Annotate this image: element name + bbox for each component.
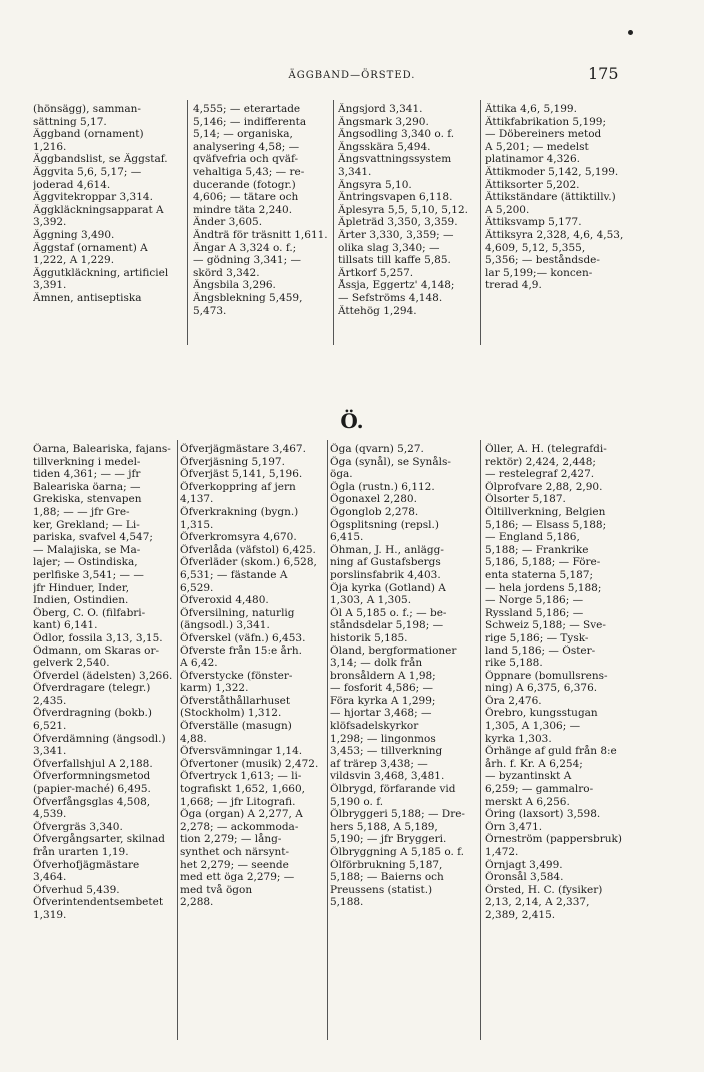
index-line: tion 2,279; — lång-: [180, 833, 282, 846]
index-line: öga.: [330, 468, 353, 481]
index-line: med två ögon: [180, 883, 253, 896]
index-line: 2,288.: [180, 896, 214, 909]
top-column-1: [33, 103, 173, 305]
index-line: merskt A 6,256.: [485, 795, 570, 808]
index-line: Örneström (pappersbruk): [485, 833, 622, 846]
bottom-column-4: [485, 443, 633, 922]
section-letter: Ö.: [340, 409, 364, 433]
index-line: rektör) 2,424, 2,448;: [485, 455, 596, 468]
index-line: Öfvertoner (musik) 2,472.: [180, 757, 319, 770]
index-line: 4,609, 5,12, 5,355,: [485, 241, 586, 254]
index-line: Ättehög 1,294.: [338, 304, 417, 317]
index-line: skörd 3,342.: [193, 266, 260, 279]
index-line: 5,473.: [193, 304, 227, 317]
index-line: (ängsodl.) 3,341.: [180, 619, 270, 632]
index-line: pariska, svafvel 4,547;: [33, 531, 153, 544]
index-line: olika slag 3,340; —: [338, 241, 440, 254]
index-line: Ärter 3,330, 3,359; —: [338, 228, 454, 241]
index-line: Ögla (rustn.) 6,112.: [330, 480, 435, 493]
index-line: Äggvitekroppar 3,314.: [33, 191, 153, 204]
index-line: land 5,186; — Öster-: [485, 644, 596, 657]
index-line: Örsted, H. C. (fysiker): [485, 883, 603, 896]
index-line: 2,13, 2,14, A 2,337,: [485, 896, 590, 909]
index-line: vildsvin 3,468, 3,481.: [330, 770, 445, 783]
index-line: Ättiksyra 2,328, 4,6, 4,53,: [485, 228, 624, 241]
index-line: Öfverläder (skom.) 6,528,: [180, 556, 317, 569]
index-line: enta staterna 5,187;: [485, 568, 594, 581]
index-line: Öfvergräs 3,340.: [33, 820, 123, 833]
index-line: Öfverfångsglas 4,508,: [33, 795, 151, 808]
index-line: Öga (organ) A 2,277, A: [180, 808, 303, 821]
index-line: Preussens (statist.): [330, 883, 433, 896]
index-line: Öfverjäsning 5,197.: [180, 455, 285, 468]
index-line: 1,222, A 1,229.: [33, 254, 115, 267]
index-line: Öltillverkning, Belgien: [485, 505, 606, 518]
index-line: gelverk 2,540.: [33, 657, 110, 670]
index-line: Indien, Ostindien.: [33, 594, 129, 607]
index-line: Öfveroxid 4,480.: [180, 594, 269, 607]
index-line: Öja kyrka (Gotland) A: [330, 581, 446, 594]
index-line: Öfverställe (masugn): [180, 720, 292, 733]
index-line: 5,356; — beståndsde-: [485, 254, 600, 267]
index-line: Ängsjord 3,341.: [338, 103, 423, 115]
index-line: 3,464.: [33, 871, 67, 884]
index-line: perlfiske 3,541; — —: [33, 568, 144, 581]
index-line: Öfverfallshjul A 2,188.: [33, 757, 153, 770]
index-line: Öfverdel (ädelsten) 3,266.: [33, 669, 173, 682]
index-line: 4,137.: [180, 493, 214, 506]
column-rule: [327, 440, 328, 1040]
index-line: 3,391.: [33, 279, 67, 292]
index-line: 4,555; — eterartade: [193, 103, 301, 115]
index-line: klöfsadelskyrkor: [330, 720, 419, 733]
index-line: 1,298; — lingonmos: [330, 732, 436, 745]
index-line: joderad 4,614.: [33, 178, 111, 191]
index-line: het 2,279; — seende: [180, 858, 289, 871]
index-line: Örn 3,471.: [485, 820, 543, 833]
index-line: ker, Grekland; — Li-: [33, 518, 140, 531]
index-line: 4,88.: [180, 732, 207, 745]
index-line: karm) 1,322.: [180, 682, 249, 695]
index-line: Ögsplitsning (repsl.): [330, 518, 439, 531]
index-line: rige 5,186; — Tysk-: [485, 631, 589, 644]
index-line: trerad 4,9.: [485, 279, 542, 292]
index-line: 1,303, A 1,305.: [330, 594, 412, 607]
index-line: Äggbandslist, se Äggstaf.: [33, 153, 168, 166]
index-line: mindre täta 2,240.: [193, 203, 293, 216]
index-line: 2,389, 2,415.: [485, 908, 556, 921]
index-line: Örebro, kungsstugan: [485, 707, 598, 720]
index-line: A 5,201; — medelst: [485, 140, 589, 153]
index-line: Ölbryggeri 5,188; — Dre-: [330, 808, 465, 821]
index-line: sättning 5,17.: [33, 115, 107, 128]
index-line: Öland, bergformationer: [330, 644, 457, 657]
index-line: kant) 6,141.: [33, 619, 98, 632]
index-line: Ättikständare (ättiktillv.): [485, 191, 616, 204]
index-line: Ölförbrukning 5,187,: [330, 858, 443, 871]
index-line: Öfverste från 15:e årh.: [180, 644, 302, 657]
index-line: Öronsål 3,584.: [485, 871, 564, 884]
index-line: Ängsmark 3,290.: [338, 115, 429, 128]
index-line: platinamor 4,326.: [485, 153, 580, 166]
index-line: 3,453; — tillverkning: [330, 745, 443, 758]
index-line: 5,14; — organiska,: [193, 128, 293, 141]
index-line: — gödning 3,341; —: [193, 254, 301, 267]
index-line: 5,188; — Baierns och: [330, 871, 444, 884]
index-line: Ängar A 3,324 o. f.;: [193, 241, 297, 254]
index-line: 3,341.: [33, 745, 67, 758]
index-line: Öppnare (bomullsrens-: [485, 669, 608, 682]
index-line: — byzantinskt A: [485, 770, 572, 783]
column-rule: [480, 440, 481, 1040]
index-line: porslinsfabrik 4,403.: [330, 568, 441, 581]
index-line: — hela jordens 5,188;: [485, 581, 602, 594]
index-line: 5,186; — Elsass 5,188;: [485, 518, 607, 531]
index-line: A 5,200.: [485, 203, 530, 216]
column-rule: [480, 100, 481, 345]
index-line: Öfverkoppring af jern: [180, 480, 296, 493]
index-line: 1,315.: [180, 518, 214, 531]
index-line: Äggutkläckning, artificiel: [33, 266, 169, 279]
index-line: Öfverintendentsembetet: [33, 896, 164, 909]
index-line: ning af Gustafsbergs: [330, 556, 441, 569]
index-line: af träreр 3,438; —: [330, 757, 428, 770]
index-line: Äggkläckningsapparat A: [33, 203, 164, 216]
index-line: Grekiska, stenvapen: [33, 493, 142, 506]
index-line: Ättiksvamp 5,177.: [485, 216, 582, 229]
index-line: Öfverjägmästare 3,467.: [180, 443, 306, 455]
index-line: rike 5,188.: [485, 657, 543, 670]
index-line: (Stockholm) 1,312.: [180, 707, 282, 720]
index-line: Öga (synål), se Synåls-: [330, 455, 451, 468]
index-line: Ödlor, fossila 3,13, 3,15.: [33, 631, 163, 644]
index-line: tillverkning i medel-: [33, 455, 141, 468]
index-line: Ögonaxel 2,280.: [330, 493, 417, 506]
column-rule: [187, 100, 188, 345]
index-line: A 6,42.: [180, 657, 218, 670]
index-line: ning) A 6,375, 6,376.: [485, 682, 598, 695]
index-line: 3,341.: [338, 165, 372, 178]
index-line: — Norge 5,186; —: [485, 594, 584, 607]
index-line: Ändträ för träsnitt 1,611.: [193, 228, 328, 241]
index-line: kyrka 1,303.: [485, 732, 552, 745]
index-line: Baleariska öarna; —: [33, 480, 141, 493]
index-line: 1,216.: [33, 140, 67, 153]
index-line: Ärtkorf 5,257.: [338, 266, 414, 279]
index-line: 1,472.: [485, 846, 519, 858]
index-line: 5,188; — Frankrike: [485, 543, 589, 556]
page-number: 175: [588, 64, 619, 83]
index-line: Öfverjäst 5,141, 5,196.: [180, 468, 303, 481]
index-line: — hjortar 3,468; —: [330, 707, 432, 720]
index-line: Öfverkromsyra 4,670.: [180, 531, 297, 544]
index-line: Äggstaf (ornament) A: [33, 241, 148, 254]
index-line: Öring (laxsort) 3,598.: [485, 808, 601, 821]
index-line: Föra kyrka A 1,299;: [330, 694, 436, 707]
ink-dot: [628, 30, 633, 35]
index-line: Ödmann, om Skaras or-: [33, 644, 160, 657]
index-line: 6,259; — gammalro-: [485, 783, 594, 796]
index-line: 5,190; — jfr Bryggeri.: [330, 833, 447, 846]
index-line: (papier-maché) 6,495.: [33, 783, 151, 796]
index-line: — fosforit 4,586; —: [330, 682, 434, 695]
index-line: lar 5,199;— koncen-: [485, 266, 593, 279]
index-line: 2,278; — ackommoda-: [180, 820, 299, 833]
index-line: Ämnen, antiseptiska: [33, 291, 142, 304]
index-line: Öga (qvarn) 5,27.: [330, 443, 424, 455]
top-column-3: [338, 103, 478, 317]
index-line: Öfverdragare (telegr.): [33, 682, 151, 695]
index-line: Ängsodling 3,340 o. f.: [338, 128, 455, 141]
index-line: 6,531; — fästande A: [180, 568, 288, 581]
index-line: 1,668; — jfr Litografi.: [180, 795, 296, 808]
index-line: 5,146; — indifferenta: [193, 115, 307, 128]
index-line: 3,392.: [33, 216, 67, 229]
index-line: Ögonglob 2,278.: [330, 505, 419, 518]
index-line: Ättika 4,6, 5,199.: [485, 103, 577, 115]
index-line: Äntringsvapen 6,118.: [338, 191, 453, 204]
index-line: Öfvergångsarter, skilnad: [33, 833, 165, 846]
column-rule: [333, 100, 334, 345]
index-line: qväfvefria och qväf-: [193, 153, 299, 166]
index-line: 5,186, 5,188; — Före-: [485, 556, 601, 569]
index-line: — Malajiska, se Ma-: [33, 543, 141, 556]
index-line: 3,14; — dolk från: [330, 657, 423, 670]
index-line: bronsåldern A 1,98;: [330, 669, 436, 682]
index-line: Ölsorter 5,187.: [485, 493, 566, 506]
index-line: Ängsbila 3,296.: [193, 279, 276, 292]
index-line: Öfversvämningar 1,14.: [180, 745, 303, 758]
index-line: Öfverskel (väfn.) 6,453.: [180, 631, 306, 644]
index-line: ståndsdelar 5,198; —: [330, 619, 444, 632]
index-line: Öfverhofjägmästare: [33, 858, 140, 871]
index-line: Öarna, Baleariska, fajans-: [33, 443, 171, 455]
bottom-column-1: [33, 443, 176, 922]
index-line: Öfverformningsmetod: [33, 770, 151, 783]
index-line: Öfverlåda (väfstol) 6,425.: [180, 543, 316, 556]
index-line: Ängsvattningssystem: [338, 153, 452, 166]
bottom-column-2: [180, 443, 325, 909]
index-line: från urarten 1,19.: [33, 846, 129, 858]
index-line: Öhman, J. H., anlägg-: [330, 543, 444, 556]
index-line: årh. f. Kr. A 6,254;: [485, 757, 583, 770]
index-line: Ölprofvare 2,88, 2,90.: [485, 480, 603, 493]
index-line: tografiskt 1,652, 1,660,: [180, 783, 305, 796]
index-line: med ett öga 2,279; —: [180, 871, 295, 884]
top-column-2: [193, 103, 331, 317]
index-line: vehaltiga 5,43; — re-: [193, 165, 305, 178]
index-line: — Sefströms 4,148.: [338, 291, 443, 304]
index-line: ducerande (fotogr.): [193, 178, 296, 191]
index-line: 5,190 o. f.: [330, 795, 384, 808]
index-line: Ängsblekning 5,459,: [193, 291, 303, 304]
index-line: 2,435.: [33, 694, 67, 707]
index-line: 1,319.: [33, 908, 67, 921]
index-line: Öller, A. H. (telegrafdi-: [485, 443, 607, 455]
index-line: Äpleträd 3,350, 3,359.: [338, 216, 458, 229]
index-line: synthet och närsynt-: [180, 846, 290, 858]
index-line: tiden 4,361; — — jfr: [33, 468, 141, 481]
index-line: Öberg, C. O. (filfabri-: [33, 606, 146, 619]
index-line: historik 5,185.: [330, 631, 408, 644]
index-line: Öl A 5,185 o. f.; — be-: [330, 606, 447, 619]
index-line: Öfverdämning (ängsodl.): [33, 732, 166, 745]
index-line: Ölbryggning A 5,185 o. f.: [330, 846, 465, 858]
index-line: — restelegraf 2,427.: [485, 468, 595, 481]
index-line: 6,529.: [180, 581, 214, 594]
index-line: analysering 4,58; —: [193, 140, 300, 153]
index-line: Ättikfabrikation 5,199;: [485, 115, 607, 128]
column-rule: [177, 440, 178, 1040]
index-line: 6,415.: [330, 531, 364, 544]
index-line: Ängsyra 5,10.: [338, 178, 412, 191]
index-line: Öfverkrakning (bygn.): [180, 505, 299, 518]
index-line: — England 5,186,: [485, 531, 580, 544]
index-line: — Döbereiners metod: [485, 128, 602, 141]
bottom-column-3: [330, 443, 478, 909]
index-line: Ölbrygd, förfarande vid: [330, 783, 456, 796]
index-line: Ättikmoder 5,142, 5,199.: [485, 165, 619, 178]
index-line: hers 5,188, A 5,189,: [330, 820, 438, 833]
index-line: Öfvertryck 1,613; — li-: [180, 770, 302, 783]
index-line: Ängsskära 5,494.: [338, 140, 431, 153]
index-line: Äggvita 5,6, 5,17; —: [33, 165, 142, 178]
index-line: Öra 2,476.: [485, 694, 542, 707]
index-line: 4,539.: [33, 808, 67, 821]
index-line: Åssja, Eggertz' 4,148;: [338, 279, 455, 292]
index-line: Öfverdragning (bokb.): [33, 707, 152, 720]
index-line: Örnjagt 3,499.: [485, 858, 563, 871]
index-line: Öfverstycke (fönster-: [180, 669, 293, 682]
index-line: 1,305, A 1,306; —: [485, 720, 581, 733]
top-column-4: [485, 103, 630, 292]
index-line: Öfversilning, naturlig: [180, 606, 295, 619]
index-line: Öfverståthållarhuset: [180, 694, 291, 707]
index-line: Schweiz 5,188; — Sve-: [485, 619, 606, 632]
index-line: Änder 3,605.: [193, 216, 263, 229]
index-line: 5,188.: [330, 896, 364, 909]
index-line: tillsats till kaffe 5,85.: [338, 254, 451, 267]
index-line: jfr Hinduer, Inder,: [33, 581, 130, 594]
index-line: Äggband (ornament): [33, 128, 144, 141]
index-line: Öfverhud 5,439.: [33, 883, 120, 896]
index-line: Äggning 3,490.: [33, 228, 115, 241]
index-line: lajer; — Ostindiska,: [33, 556, 138, 569]
index-line: Örhänge af guld från 8:e: [485, 745, 617, 758]
index-line: Äplesyra 5,5, 5,10, 5,12.: [338, 203, 468, 216]
index-line: (hönsägg), samman-: [33, 103, 141, 115]
running-header: ÄGGBAND—ÖRSTED.: [288, 70, 416, 81]
index-line: Ryssland 5,186; —: [485, 606, 584, 619]
index-line: 4,606; — tätare och: [193, 191, 299, 204]
index-line: Ättiksorter 5,202.: [485, 178, 580, 191]
index-line: 6,521.: [33, 720, 67, 733]
index-line: 1,88; — — jfr Gre-: [33, 505, 130, 518]
